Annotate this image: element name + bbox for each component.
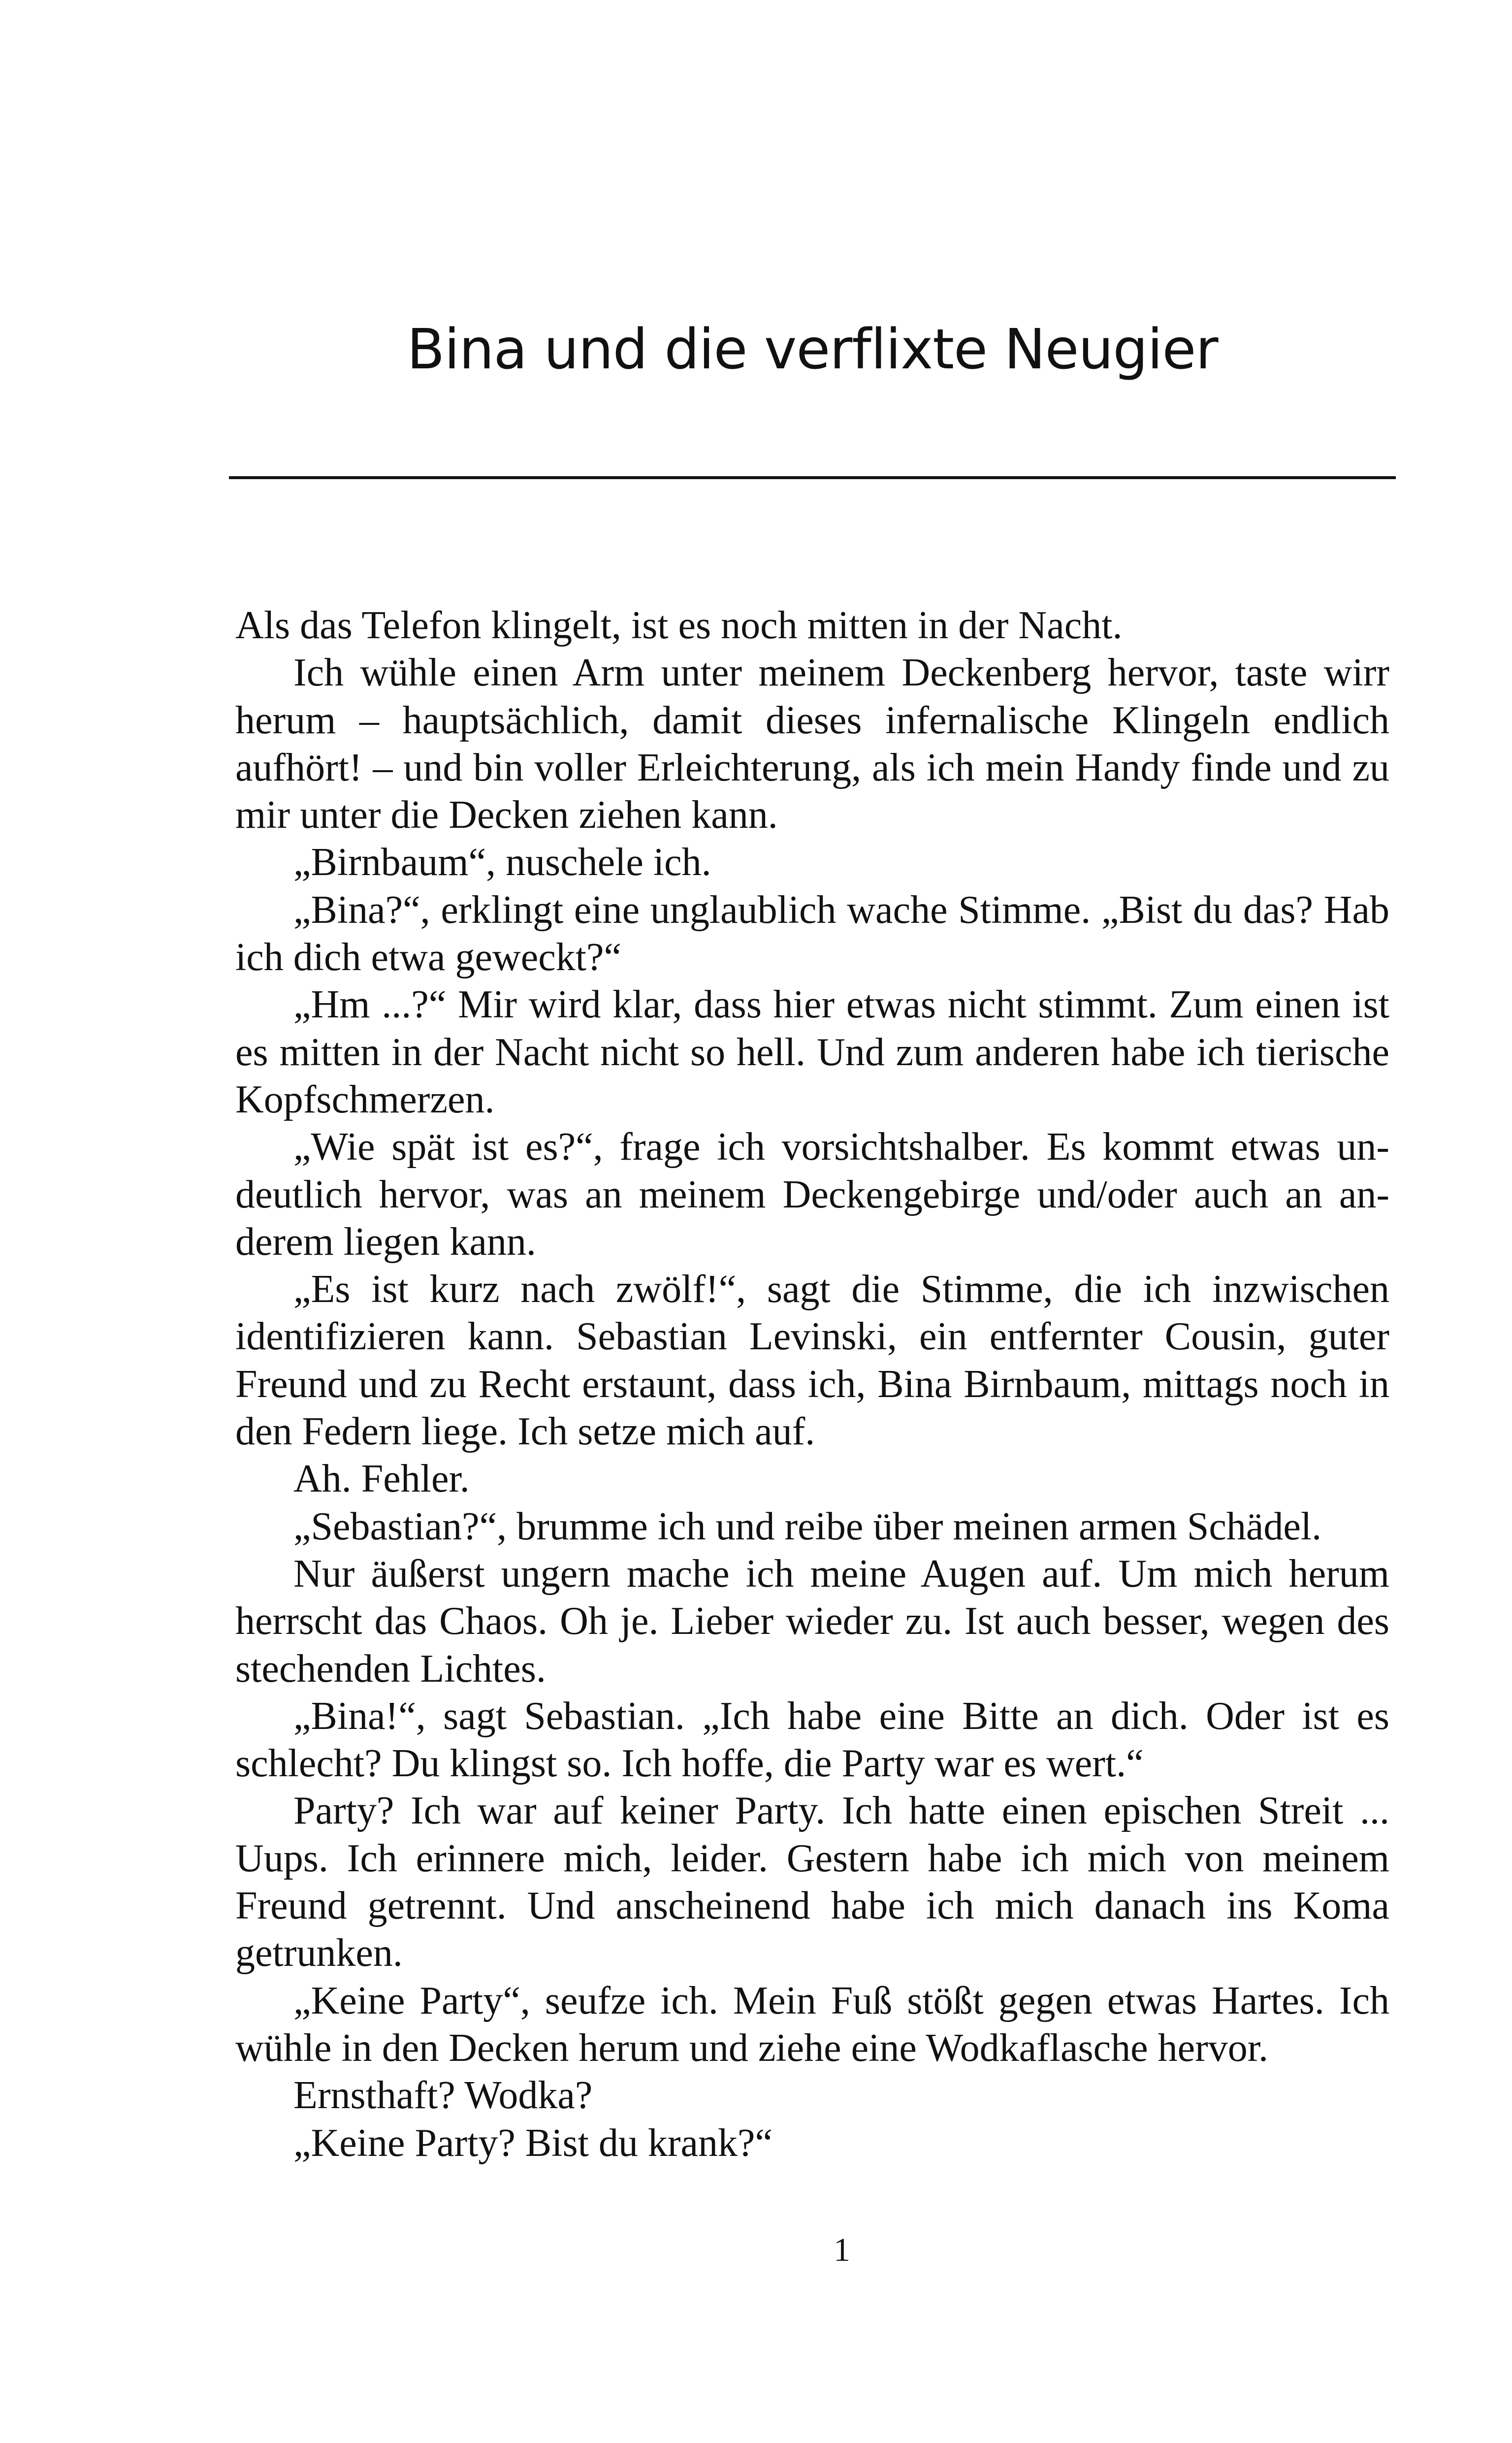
paragraph: „Bina?“, erklingt eine unglaublich wache Stimme. „Bist du das? Hab ich dich etwa geweckt?“ — [235, 888, 1389, 979]
paragraph: „Bina!“, sagt Sebastian. „Ich habe eine Bitte an dich. Oder ist es schlecht? Du klingst so. Ich hoffe, die Party war es wert.“ — [235, 1694, 1389, 1786]
chapter-body — [235, 602, 1389, 2167]
paragraph: Ernsthaft? Wodka? — [293, 2074, 593, 2117]
paragraph: „Birnbaum“, nuschele ich. — [293, 841, 711, 884]
paragraph: „Hm ...?“ Mir wird klar, dass hier etwas nicht stimmt. Zum einen ist es mitten in der Nacht nicht so hell. Und zum anderen habe ich tierische Kopfschmerzen. — [235, 983, 1389, 1121]
paragraph: „Keine Party? Bist du krank?“ — [293, 2121, 773, 2165]
paragraph: „Es ist kurz nach zwölf!“, sagt die Stimme, die ich inzwischen identifizieren kann. Sebastian Levinski, ein entfernter Cousin, guter Freund und zu Recht erstaunt, dass ich, Bina Birnbaum, mittags noch in den Federn liege. Ich setze mich auf. — [235, 1268, 1389, 1454]
paragraph: „Sebastian?“, brumme ich und reibe über meinen armen Schädel. — [293, 1504, 1322, 1548]
paragraph: Party? Ich war auf keiner Party. Ich hatte einen epischen Streit ... Uups. Ich erinnere mich, leider. Gestern habe ich mich von meinem Freund getrennt. Und anscheinend habe ich mich danach ins Koma getrunken. — [235, 1789, 1389, 1975]
paragraph: Nur äußerst ungern mache ich meine Augen auf. Um mich herum herrscht das Chaos. Oh je. Lieber wieder zu. Ist auch besser, wegen des stechenden Lichtes. — [235, 1552, 1389, 1691]
paragraph: Ich wühle einen Arm unter meinem Deckenberg hervor, taste wirr herum – hauptsächlich, damit dieses infernalische Klingeln endlich aufhört! – und bin voller Erleichterung, als ich mein Handy finde und zu mir unter die Decken ziehen kann. — [235, 651, 1389, 837]
page-number: 1 — [834, 2231, 850, 2268]
paragraph: Ah. Fehler. — [293, 1457, 470, 1501]
title-divider — [229, 476, 1396, 479]
paragraph: „Keine Party“, seufze ich. Mein Fuß stößt gegen etwas Hartes. Ich wühle in den Decken herum und ziehe eine Wodkaflasche hervor. — [235, 1979, 1389, 2070]
chapter-title: Bina und die verflixte Neugier — [407, 318, 1218, 382]
paragraph: „Wie spät ist es?“, frage ich vorsichtshalber. Es kommt etwas undeutlich hervor, was an meinem Deckengebirge und/oder auch an anderem liegen kann. — [235, 1125, 1389, 1264]
paragraph: Als das Telefon klingelt, ist es noch mitten in der Nacht. — [235, 604, 1123, 647]
